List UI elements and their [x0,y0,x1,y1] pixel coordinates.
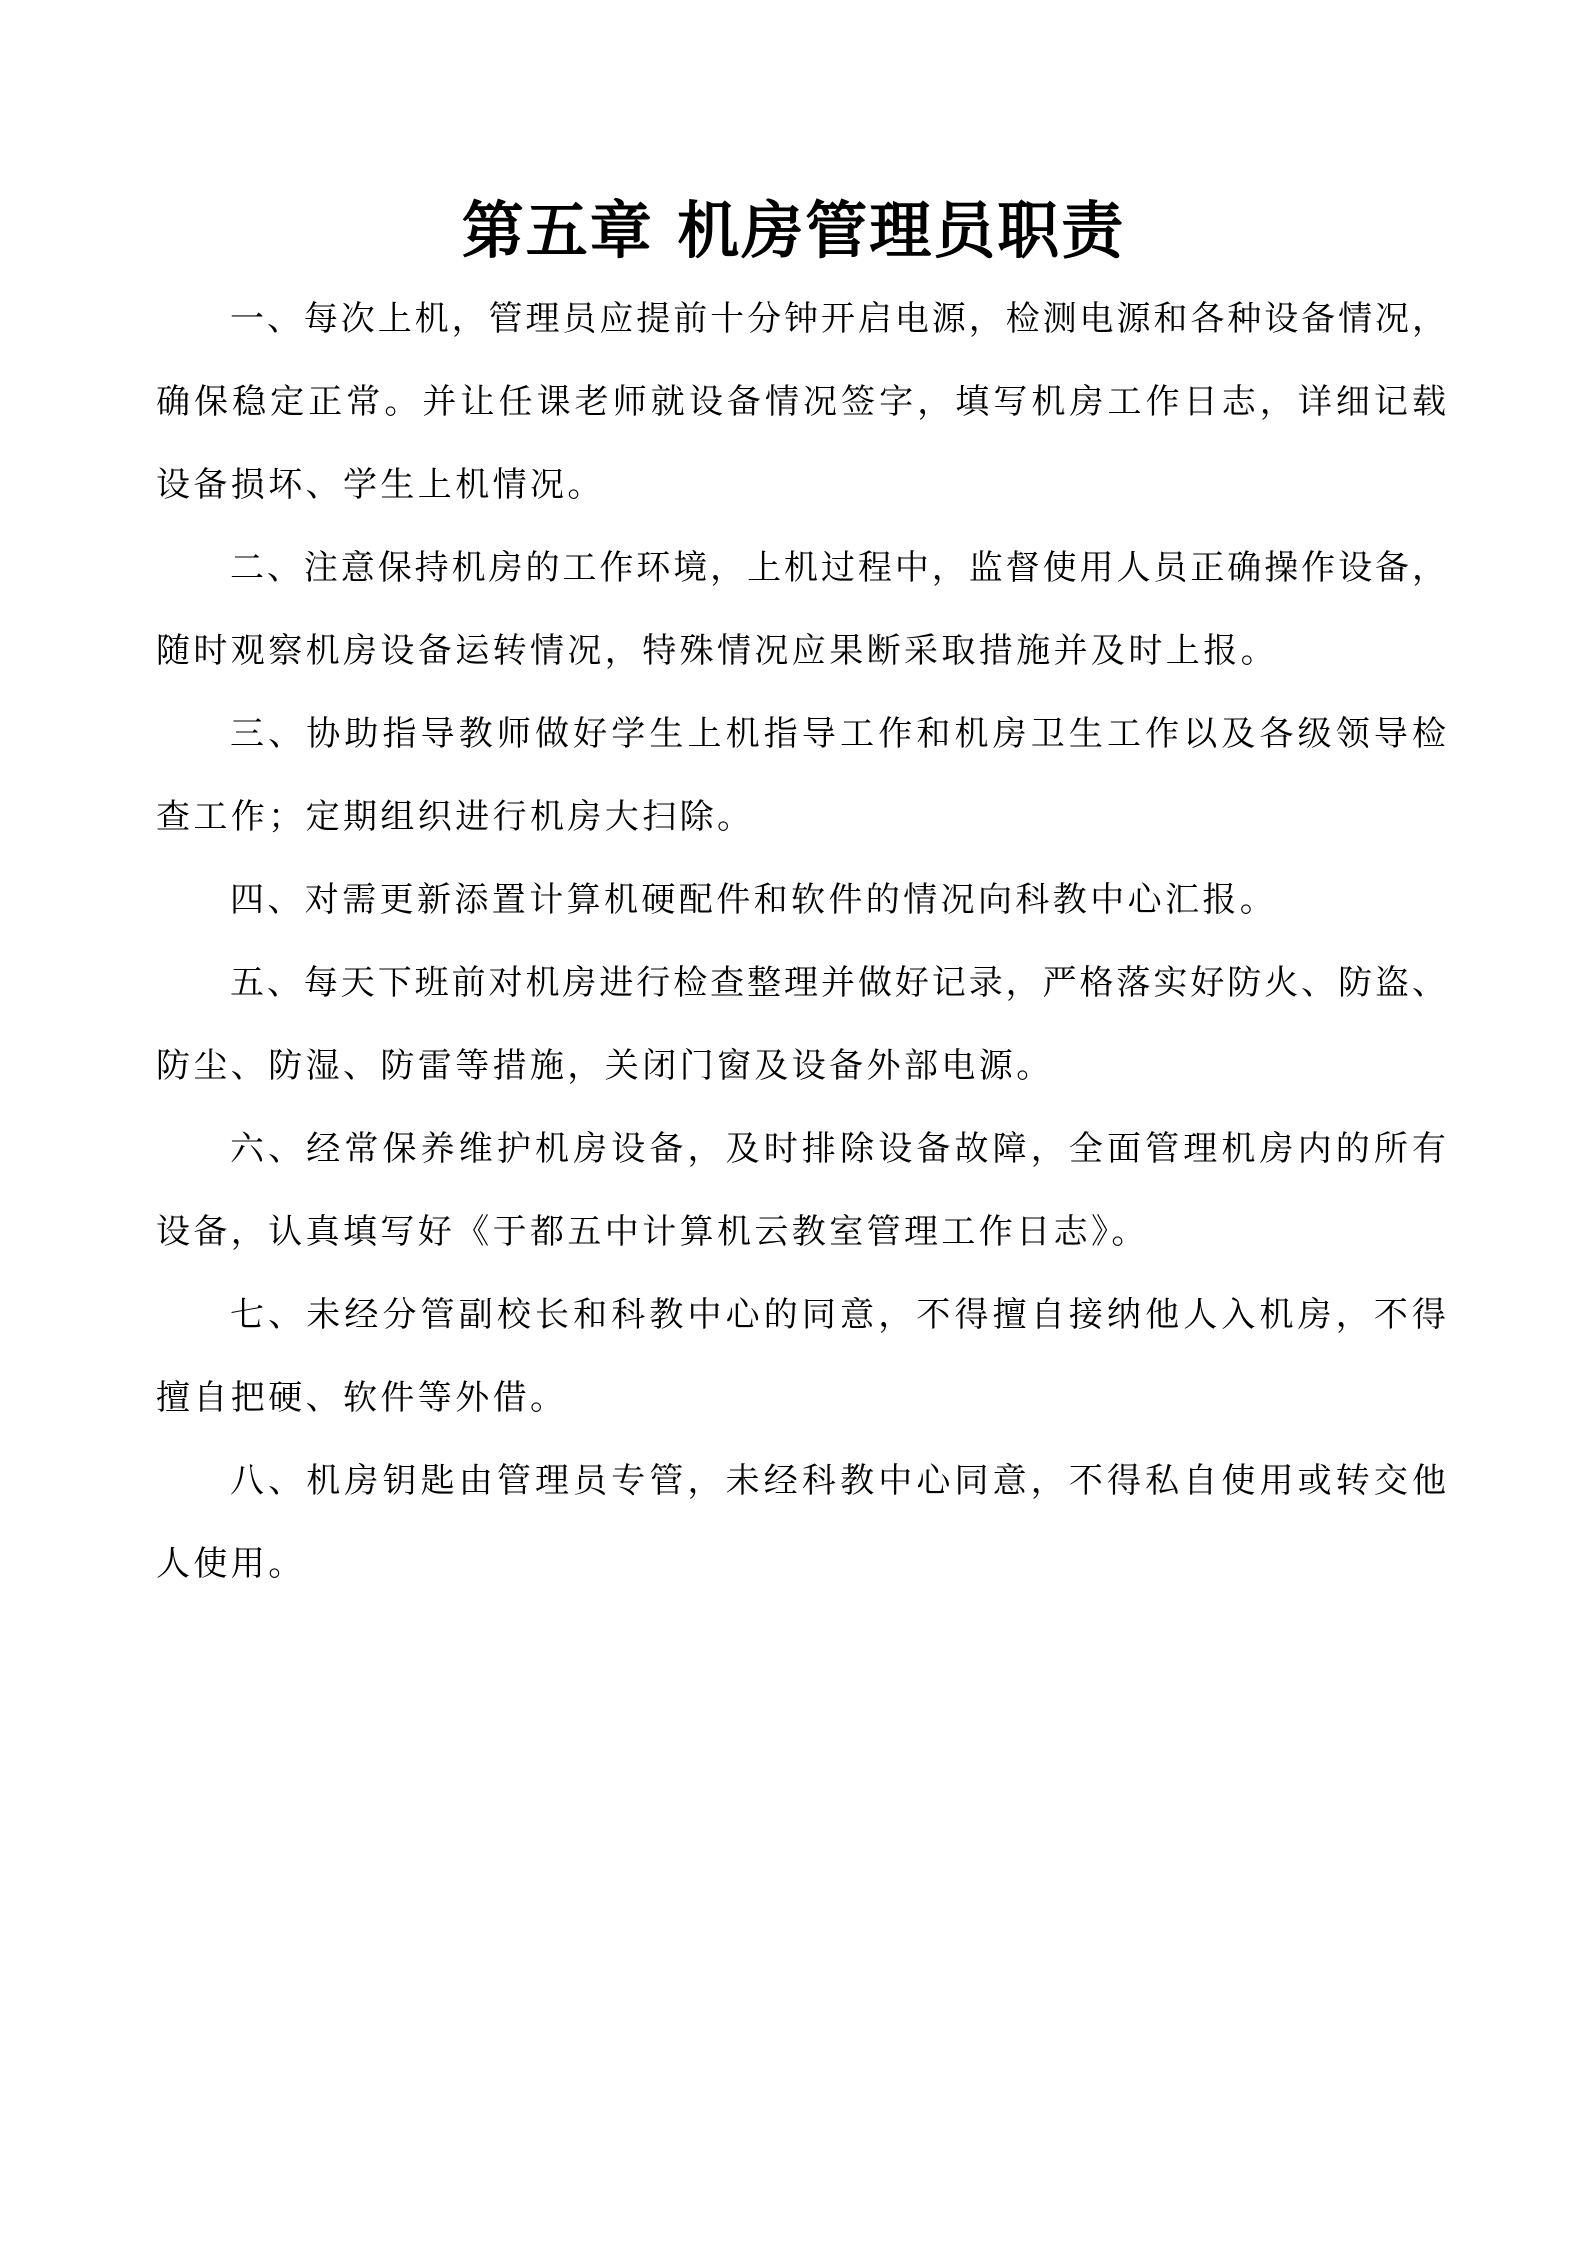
paragraph-line: 防尘、防湿、防雷等措施，关闭门窗及设备外部电源。 [156,1046,1054,1086]
chapter-title: 第五章 机房管理员职责 [461,194,1126,267]
document-body [156,278,1446,1606]
paragraph-2 [156,527,1446,693]
paragraph-7 [156,1274,1446,1440]
paragraph-line: 六、经常保养维护机房设备，及时排除设备故障，全面管理机房内的所有 [230,1129,1446,1169]
paragraph-line: 人使用。 [156,1544,306,1584]
paragraph-line: 设备，认真填写好《于都五中计算机云教室管理工作日志》。 [156,1212,1149,1252]
paragraph-line: 查工作；定期组织进行机房大扫除。 [156,797,755,837]
paragraph-line: 一、每次上机，管理员应提前十分钟开启电源，检测电源和各种设备情况， [230,299,1446,339]
paragraph-line: 四、对需更新添置计算机硬配件和软件的情况向科教中心汇报。 [230,880,1278,920]
paragraph-line: 确保稳定正常。并让任课老师就设备情况签字，填写机房工作日志，详细记载 [156,382,1446,422]
paragraph-line: 二、注意保持机房的工作环境，上机过程中，监督使用人员正确操作设备， [230,548,1446,588]
paragraph-1 [156,278,1446,527]
paragraph-line: 擅自把硬、软件等外借。 [156,1378,568,1418]
paragraph-8 [156,1440,1446,1606]
paragraph-line: 七、未经分管副校长和科教中心的同意，不得擅自接纳他人入机房，不得 [230,1295,1446,1335]
paragraph-line: 设备损坏、学生上机情况。 [156,465,605,505]
paragraph-line: 八、机房钥匙由管理员专管，未经科教中心同意，不得私自使用或转交他 [230,1461,1446,1501]
paragraph-6 [156,1108,1446,1274]
paragraph-4 [156,859,1446,942]
paragraph-3 [156,693,1446,859]
paragraph-line: 随时观察机房设备运转情况，特殊情况应果断采取措施并及时上报。 [156,631,1278,671]
paragraph-5 [156,942,1446,1108]
paragraph-line: 五、每天下班前对机房进行检查整理并做好记录，严格落实好防火、防盗、 [230,963,1446,1003]
paragraph-line: 三、协助指导教师做好学生上机指导工作和机房卫生工作以及各级领导检 [230,714,1446,754]
